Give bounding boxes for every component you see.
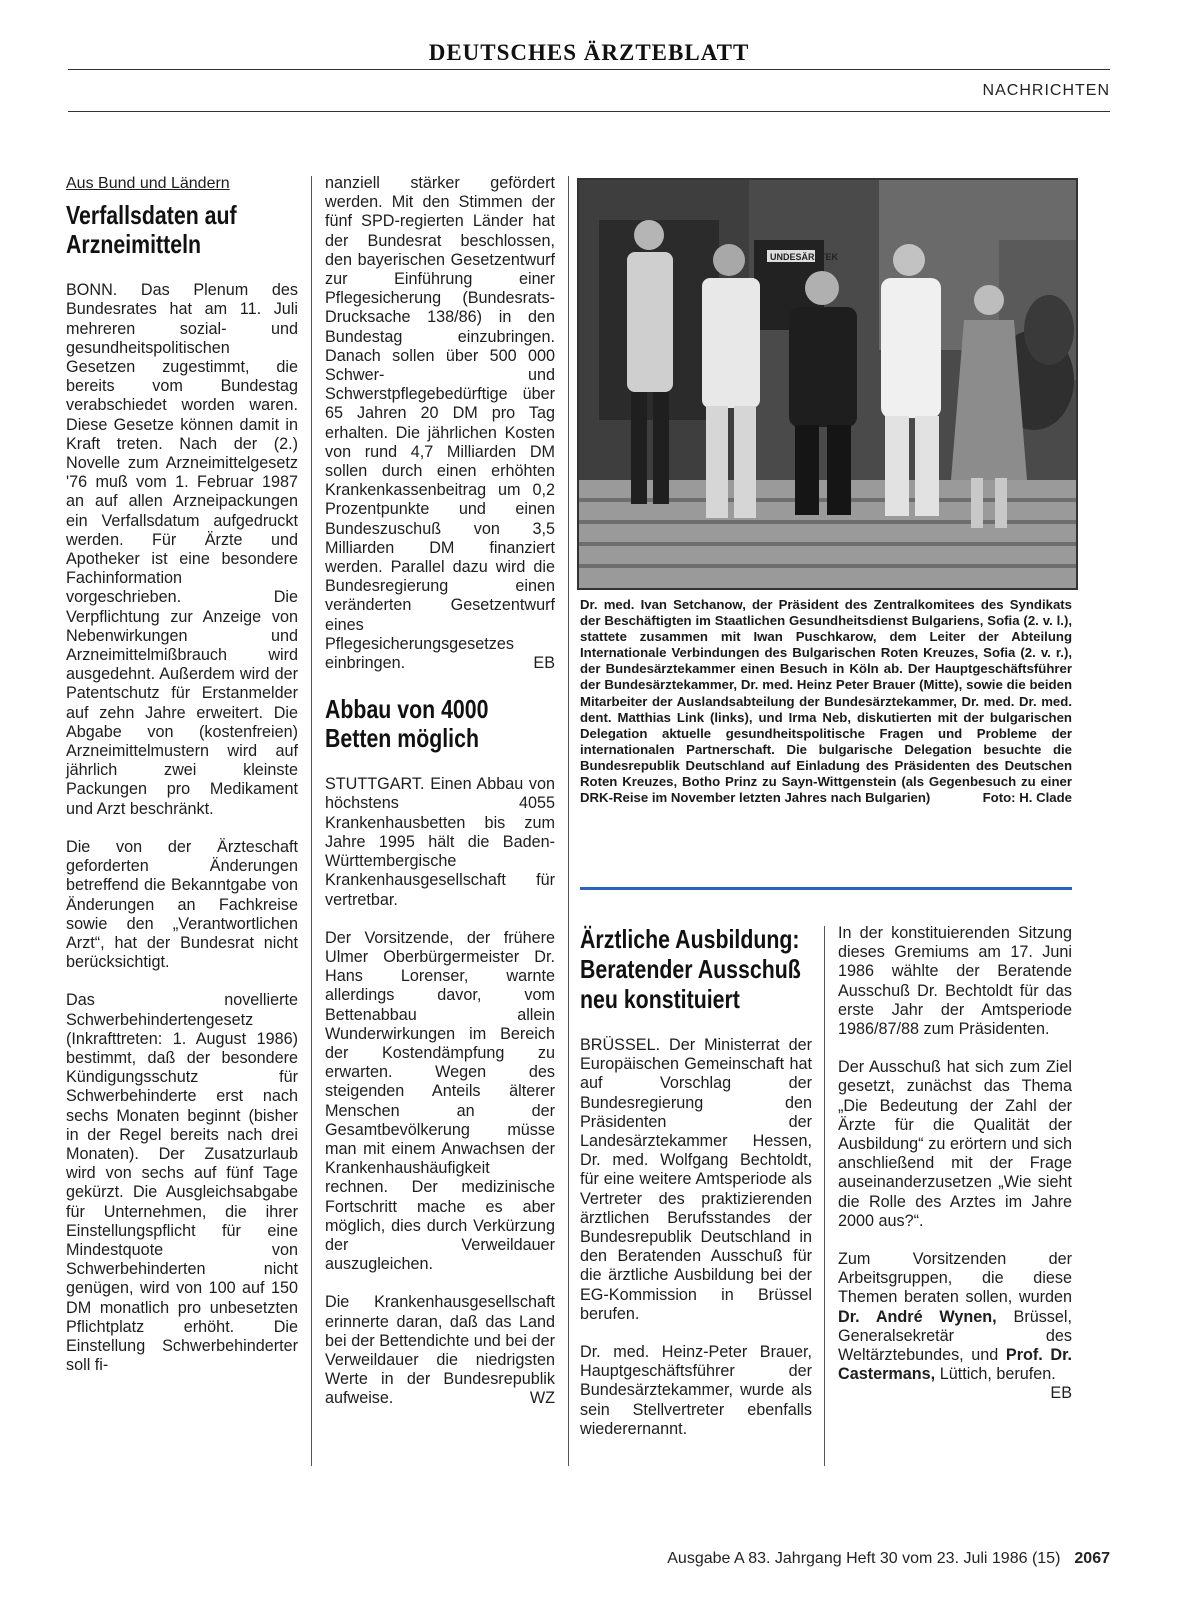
article-3-headline: Ärztliche Ausbildung: Beratender Ausschuß neu konstituiert [580,924,801,1014]
article-separator [580,887,1072,890]
person-name: Prof. Dr. Castermans, [838,1346,1072,1384]
column-3 [580,924,812,1439]
article-1-paragraph: Die von der Ärzteschaft geforderten Änderungen betreffend die Bekanntgabe von Änderungen an Fachkreise sowie den „Verantwortlichen Arzt“, hat der Bundesrat nicht berücksichtigt. [66,837,298,972]
sign-text: UNDESÄRZTEK [770,252,839,262]
article-1-paragraph: nanziell stärker gefördert werden. Mit den Stimmen der fünf SPD-regierten Länder hat der Bundesrat beschlossen, den bayerischen Gesetzentwurf zur Einführung einer Pflegesicherung (Bundesrats-Drucksache 138/86) in den Bundestag einzubringen. Danach sollen über 500 000 Schwer- und Schwerstpflegebedürftige über 65 Jahren 20 DM pro Tag erhalten. Die jährlichen Kosten von rund 4,7 Milliarden DM sollen durch einen erhöhten Krankenkassenbeitrag um 0,2 Prozentpunkte und einen Bundeszuschuß von 3,5 Milliarden DM finanziert werden. Parallel dazu wird die Bundesregierung einen veränderten Gesetzentwurf eines Pflegesicherungsgesetzes einbringen. EB [325,174,555,673]
photo-caption: Dr. med. Ivan Setchanow, der Präsident des Zentralkomitees des Syndikats der Beschäftigten im Staatlichen Gesundheitsdienst Bulgariens, Sofia (2. v. l.), stattete zusammen mit Iwan Puschkarow, dem Leiter der Abteilung Internationale Verbindungen des Bulgarischen Roten Kreuzes, Sofia (2. v. r.), der Bundesärztekammer einen Besuch in Köln ab. Der Hauptgeschäftsführer der Bundesärztekammer, Dr. med. Heinz Peter Brauer (Mitte), sowie die beiden Mitarbeiter der Auslandsabteilung der Bundesärztekammer, Dr. med. Dr. med. dent. Matthias Link (links), und Irma Neb, diskutierten mit der bulgarischen Delegation aktuelle gesundheitspolitische Fragen und Probleme der internationalen Partnerschaft. Die bulgarische Delegation besuchte die Bundesrepublik Deutschland auf Einladung des Präsidenten des Deutschen Roten Kreuzes, Botho Prinz zu Sayn-Wittgenstein (als Gegenbesuch zu einer DRK-Reise im November letzten Jahres nach Bulgarien) Foto: H. Clade [580,597,1072,806]
group-photo [577,178,1078,590]
article-1-paragraph: BONN. Das Plenum des Bundesrates hat am 11. Juli mehreren sozial- und gesundheitspolitischen Gesetzen zugestimmt, die bereits vom Bundestag verabschiedet worden waren. Diese Gesetze können damit in Kraft treten. Nach der (2.) Novelle zum Arzneimittelgesetz '76 muß vom 1. Februar 1987 an auf allen Arzneipackungen ein Verfallsdatum aufgedruckt werden. Für Ärzte und Apotheker ist eine besondere Fachinformation vorgeschrieben. Die Verpflichtung zur Anzeige von Nebenwirkungen und Arzneimittelmißbrauch wird ausgedehnt. Außerdem wird der Patentschutz für Erstanmelder auf zehn Jahre erweitert. Die Abgabe von (kostenfreien) Arzneimittelmustern wird auf jährlich zwei kleinste Packungen pro Medikament und Arzt beschränkt. [66,281,298,818]
article-1-paragraph: Das novellierte Schwerbehindertengesetz (Inkrafttreten: 1. August 1986) bestimmt, daß der besondere Kündigungsschutz für Schwerbehinderte erst nach sechs Monaten beginnt (bisher in der Regel bereits nach drei Monaten). Der Zusatzurlaub wird von sechs auf fünf Tage gekürzt. Die Ausgleichsabgabe für Unternehmen, die ihrer Einstellungspflicht für eine Mindestquote von Schwerbehinderten nicht genügen, wird von 100 auf 150 DM monatlich pro unbesetzten Pflichtplatz erhöht. Die Einstellung Schwerbehinderter soll fi- [66,991,298,1375]
article-3-paragraph: Der Ausschuß hat sich zum Ziel gesetzt, zunächst das Thema „Die Bedeutung der Zahl der Ärzte für die Qualität der Ausbildung“ zu erörtern und sich anschließend mit der Frage auseinanderzusetzen „Wie sieht die Rolle des Arztes im Jahre 2000 aus?“. [838,1058,1072,1230]
column-4 [838,924,1072,1404]
page-footer [667,1550,1110,1568]
article-2-headline: Abbau von 4000 Betten möglich [325,694,489,754]
article-1-headline: Verfallsdaten auf Arzneimitteln [66,200,237,260]
article-3-paragraph: Dr. med. Heinz-Peter Brauer, Hauptgeschäftsführer der Bundesärztekammer, wurde als sein Stellvertreter ebenfalls wiederernannt. [580,1343,812,1438]
issue-info: Ausgabe A 83. Jahrgang Heft 30 vom 23. Juli 1986 (15) [667,1550,1061,1567]
section-label: NACHRICHTEN [982,82,1110,99]
article-3-paragraph: Zum Vorsitzenden der Arbeitsgruppen, die diese Themen beraten sollen, wurden Dr. André Wynen, Brüssel, Generalsekretär des Weltärztebundes, und Prof. Dr. Castermans, Lüttich, berufen. EB [838,1250,1072,1403]
group-photo-image [579,180,1076,588]
column-2 [325,174,555,1409]
author-signature: WZ [529,1389,555,1408]
page-number: 2067 [1074,1550,1110,1567]
article-2-paragraph: STUTTGART. Einen Abbau von höchstens 4055 Krankenhausbetten bis zum Jahre 1995 hält die Baden-Württembergische Krankenhausgesellschaft für vertretbar. [325,775,555,909]
column-divider [824,926,825,1466]
article-3-paragraph: BRÜSSEL. Der Ministerrat der Europäischen Gemeinschaft hat auf Vorschlag der Bundesregierung den Präsidenten der Landesärztekammer Hessen, Dr. med. Wolfgang Bechtoldt, für eine weitere Amtsperiode als Vertreter des praktizierenden ärztlichen Berufsstandes der Bundesrepublik Deutschland in den Beratenden Ausschuß für die ärztliche Ausbildung bei der EG-Kommission in Brüssel berufen. [580,1036,812,1323]
author-signature: EB [533,654,555,673]
column-divider [311,176,312,1466]
column-divider [568,176,569,1466]
article-2-paragraph: Die Krankenhausgesellschaft erinnerte daran, daß das Land bei der Bettendichte und bei der Verweildauer die niedrigsten Werte in der Bundesrepublik aufweise. WZ [325,1293,555,1408]
masthead-title: DEUTSCHES ÄRZTEBLATT [428,40,750,65]
article-2-paragraph: Der Vorsitzende, der frühere Ulmer Oberbürgermeister Dr. Hans Lorenser, warnte allerdings davor, vom Bettenabbau allein Wunderwirkungen im Bereich der Kostendämpfung zu erwarten. Wegen des steigenden Anteils älterer Menschen an der Gesamtbevölkerung müsse man mit einem Anwachsen der Krankenhaushäufigkeit rechnen. Der medizinische Fortschritt mache es aber möglich, dies durch Verkürzung der Verweildauer auszugleichen. [325,928,555,1274]
article-3-paragraph: In der konstituierenden Sitzung dieses Gremiums am 17. Juni 1986 wählte der Beratende Ausschuß Dr. Bechtoldt für das erste Jahr der Amtsperiode 1986/87/88 zum Präsidenten. [838,924,1072,1039]
person-name: Dr. André Wynen, [838,1307,997,1326]
section-rule [68,111,1110,112]
column-1 [66,174,298,1375]
masthead-rule [68,69,1110,70]
photo-credit: Foto: H. Clade [982,790,1072,806]
rubric-label: Aus Bund und Ländern [66,175,230,192]
author-signature: EB [1050,1384,1072,1403]
